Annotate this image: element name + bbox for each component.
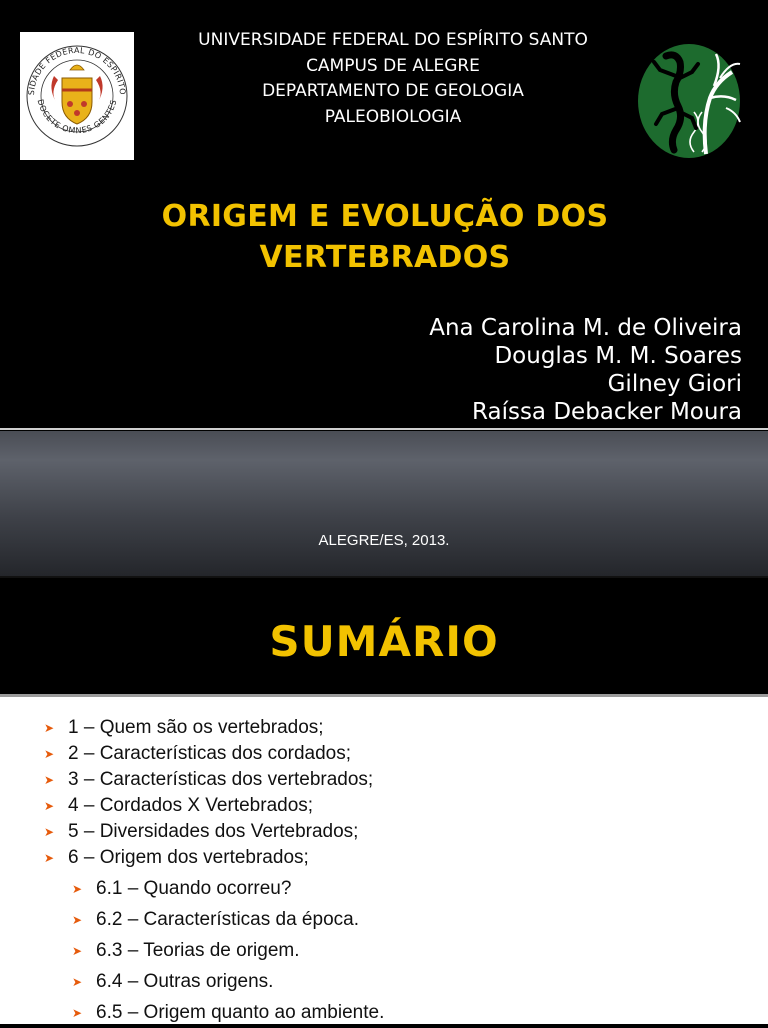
place-date: ALEGRE/ES, 2013. (318, 532, 450, 549)
summary-list (44, 715, 744, 871)
institution-header (140, 28, 646, 130)
arrow-bullet-icon: ➤ (44, 773, 55, 787)
title-line-2: VERTEBRADOS (259, 240, 511, 275)
institution-line-4: PALEOBIOLOGIA (324, 106, 462, 127)
sublist-item (72, 966, 752, 997)
list-item (44, 819, 744, 845)
list-item (44, 793, 744, 819)
seal-ring-bottom-text: DOCETE OMNES GENTES (35, 98, 119, 136)
presentation-title (100, 196, 670, 278)
arrow-bullet-icon: ➤ (44, 825, 55, 839)
list-item-label: 6 – Origem dos vertebrados; (68, 847, 309, 868)
author-name: Gilney Giori (607, 371, 742, 397)
sublist-item (72, 904, 752, 935)
arrow-bullet-icon: ➤ (44, 747, 55, 761)
list-item-label: 2 – Características dos cordados; (68, 743, 352, 764)
list-item-label: 4 – Cordados X Vertebrados; (68, 795, 314, 816)
sublist-item-label: 6.5 – Origem quanto ao ambiente. (96, 1001, 385, 1023)
institution-line-2: CAMPUS DE ALEGRE (306, 55, 480, 76)
sublist-item (72, 873, 752, 904)
summary-title: SUMÁRIO (269, 617, 499, 666)
institution-line-3: DEPARTAMENTO DE GEOLOGIA (262, 81, 524, 101)
list-item-label: 5 – Diversidades dos Vertebrados; (68, 821, 359, 842)
seal-ring-top-text: SIDADE FEDERAL DO ESPIRITO (26, 46, 128, 96)
institution-line-1: UNIVERSIDADE FEDERAL DO ESPÍRITO SANTO (198, 30, 588, 50)
arrow-bullet-icon: ➤ (72, 943, 83, 958)
sublist-item-label: 6.2 – Características da época. (96, 908, 359, 930)
arrow-bullet-icon: ➤ (44, 851, 55, 865)
list-item-label: 1 – Quem são os vertebrados; (68, 717, 324, 738)
paleobiology-lizard-tree-icon (636, 42, 742, 160)
author-name: Ana Carolina M. de Oliveira (429, 315, 742, 341)
title-line-1: ORIGEM E EVOLUÇÃO DOS (161, 199, 609, 234)
sublist-item (72, 997, 752, 1028)
sublist-item-label: 6.4 – Outras origens. (96, 970, 274, 992)
band-divider (0, 428, 768, 430)
list-item-label: 3 – Características dos vertebrados; (68, 769, 374, 790)
authors-list (222, 314, 742, 426)
list-item (44, 741, 744, 767)
university-seal-logo (20, 32, 134, 160)
arrow-bullet-icon: ➤ (44, 721, 55, 735)
footer-band (0, 431, 768, 576)
list-item (44, 715, 744, 741)
summary-sublist (72, 873, 752, 1028)
arrow-bullet-icon: ➤ (44, 799, 55, 813)
paleobiology-logo (636, 42, 742, 160)
university-seal-icon (20, 32, 134, 160)
arrow-bullet-icon: ➤ (72, 974, 83, 989)
arrow-bullet-icon: ➤ (72, 912, 83, 927)
sublist-item-label: 6.3 – Teorias de origem. (96, 939, 300, 961)
list-item (44, 767, 744, 793)
arrow-bullet-icon: ➤ (72, 1005, 83, 1020)
sublist-item (72, 935, 752, 966)
list-item (44, 845, 744, 871)
arrow-bullet-icon: ➤ (72, 881, 83, 896)
author-name: Douglas M. M. Soares (494, 343, 742, 369)
sublist-item-label: 6.1 – Quando ocorreu? (96, 877, 292, 899)
author-name: Raíssa Debacker Moura (472, 399, 742, 425)
